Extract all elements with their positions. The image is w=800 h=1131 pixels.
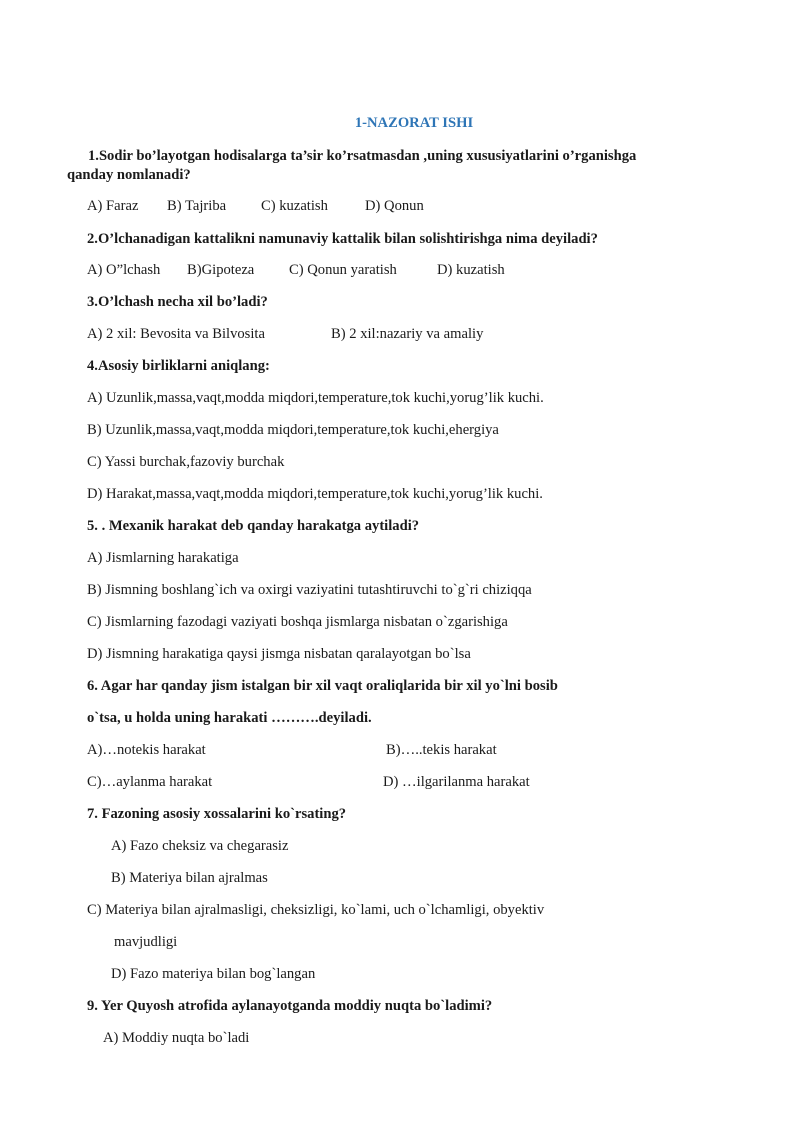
question-2-option-a: A) O”lchash <box>87 262 161 278</box>
question-4-text: 4.Asosiy birliklarni aniqlang: <box>87 358 270 374</box>
question-7-option-b: B) Materiya bilan ajralmas <box>111 870 268 886</box>
question-7-option-c-line-1: C) Materiya bilan ajralmasligi, cheksizligi, ko`lami, uch o`lchamligi, obyektiv <box>87 902 545 918</box>
question-3-option-b: B) 2 xil:nazariy va amaliy <box>331 326 484 342</box>
question-7-option-a: A) Fazo cheksiz va chegarasiz <box>111 838 289 854</box>
question-2-option-c: C) Qonun yaratish <box>289 262 397 278</box>
question-5-text: 5. . Mexanik harakat deb qanday harakatga aytiladi? <box>87 518 420 534</box>
question-7-text: 7. Fazoning asosiy xossalarini ko`rsating? <box>87 806 347 822</box>
question-6-option-a: A)…notekis harakat <box>87 742 206 758</box>
question-1-option-b: B) Tajriba <box>167 198 227 214</box>
question-1-text-line-1: 1.Sodir bo’layotgan hodisalarga ta’sir ko’rsatmasdan ,uning xususiyatlarini o’rganishga <box>88 148 637 164</box>
question-4-option-c: C) Yassi burchak,fazoviy burchak <box>87 454 285 470</box>
page-title: 1-NAZORAT ISHI <box>354 115 474 131</box>
question-6-option-d: D) …ilgarilanma harakat <box>383 774 530 790</box>
question-6-text-line-1: 6. Agar har qanday jism istalgan bir xil vaqt oraliqlarida bir xil yo`lni bosib <box>87 678 558 694</box>
question-6-option-c: C)…aylanma harakat <box>87 774 213 790</box>
question-7-option-d: D) Fazo materiya bilan bog`langan <box>111 966 316 982</box>
question-6-text-line-2: o`tsa, u holda uning harakati ……….deyiladi. <box>87 710 372 726</box>
question-1-text-line-2: qanday nomlanadi? <box>67 167 191 183</box>
question-2-option-d: D) kuzatish <box>437 262 505 278</box>
question-7-option-c-line-2: mavjudligi <box>114 934 178 950</box>
question-1-option-d: D) Qonun <box>365 198 424 214</box>
question-9-text: 9. Yer Quyosh atrofida aylanayotganda moddiy nuqta bo`ladimi? <box>87 998 493 1014</box>
question-4-option-d: D) Harakat,massa,vaqt,modda miqdori,temperature,tok kuchi,yorug’lik kuchi. <box>87 486 543 502</box>
question-6-option-b: B)…..tekis harakat <box>386 742 497 758</box>
question-5-option-d: D) Jismning harakatiga qaysi jismga nisbatan qaralayotgan bo`lsa <box>87 646 471 662</box>
question-1-option-c: C) kuzatish <box>261 198 328 214</box>
question-3-text: 3.O’lchash necha xil bo’ladi? <box>87 294 268 310</box>
question-5-option-a: A) Jismlarning harakatiga <box>87 550 239 566</box>
question-4-option-a: A) Uzunlik,massa,vaqt,modda miqdori,temperature,tok kuchi,yorug’lik kuchi. <box>87 390 544 406</box>
question-3-option-a: A) 2 xil: Bevosita va Bilvosita <box>87 326 265 342</box>
question-5-option-b: B) Jismning boshlang`ich va oxirgi vaziyatini tutashtiruvchi to`g`ri chiziqqa <box>87 582 532 598</box>
question-9-option-a: A) Moddiy nuqta bo`ladi <box>103 1030 250 1046</box>
question-2-option-b: B)Gipoteza <box>187 262 255 278</box>
question-5-option-c: C) Jismlarning fazodagi vaziyati boshqa jismlarga nisbatan o`zgarishiga <box>87 614 508 630</box>
question-4-option-b: B) Uzunlik,massa,vaqt,modda miqdori,temperature,tok kuchi,ehergiya <box>87 422 499 438</box>
question-1-option-a: A) Faraz <box>87 198 139 214</box>
question-2-text: 2.O’lchanadigan kattalikni namunaviy kattalik bilan solishtirishga nima deyiladi? <box>87 231 598 247</box>
